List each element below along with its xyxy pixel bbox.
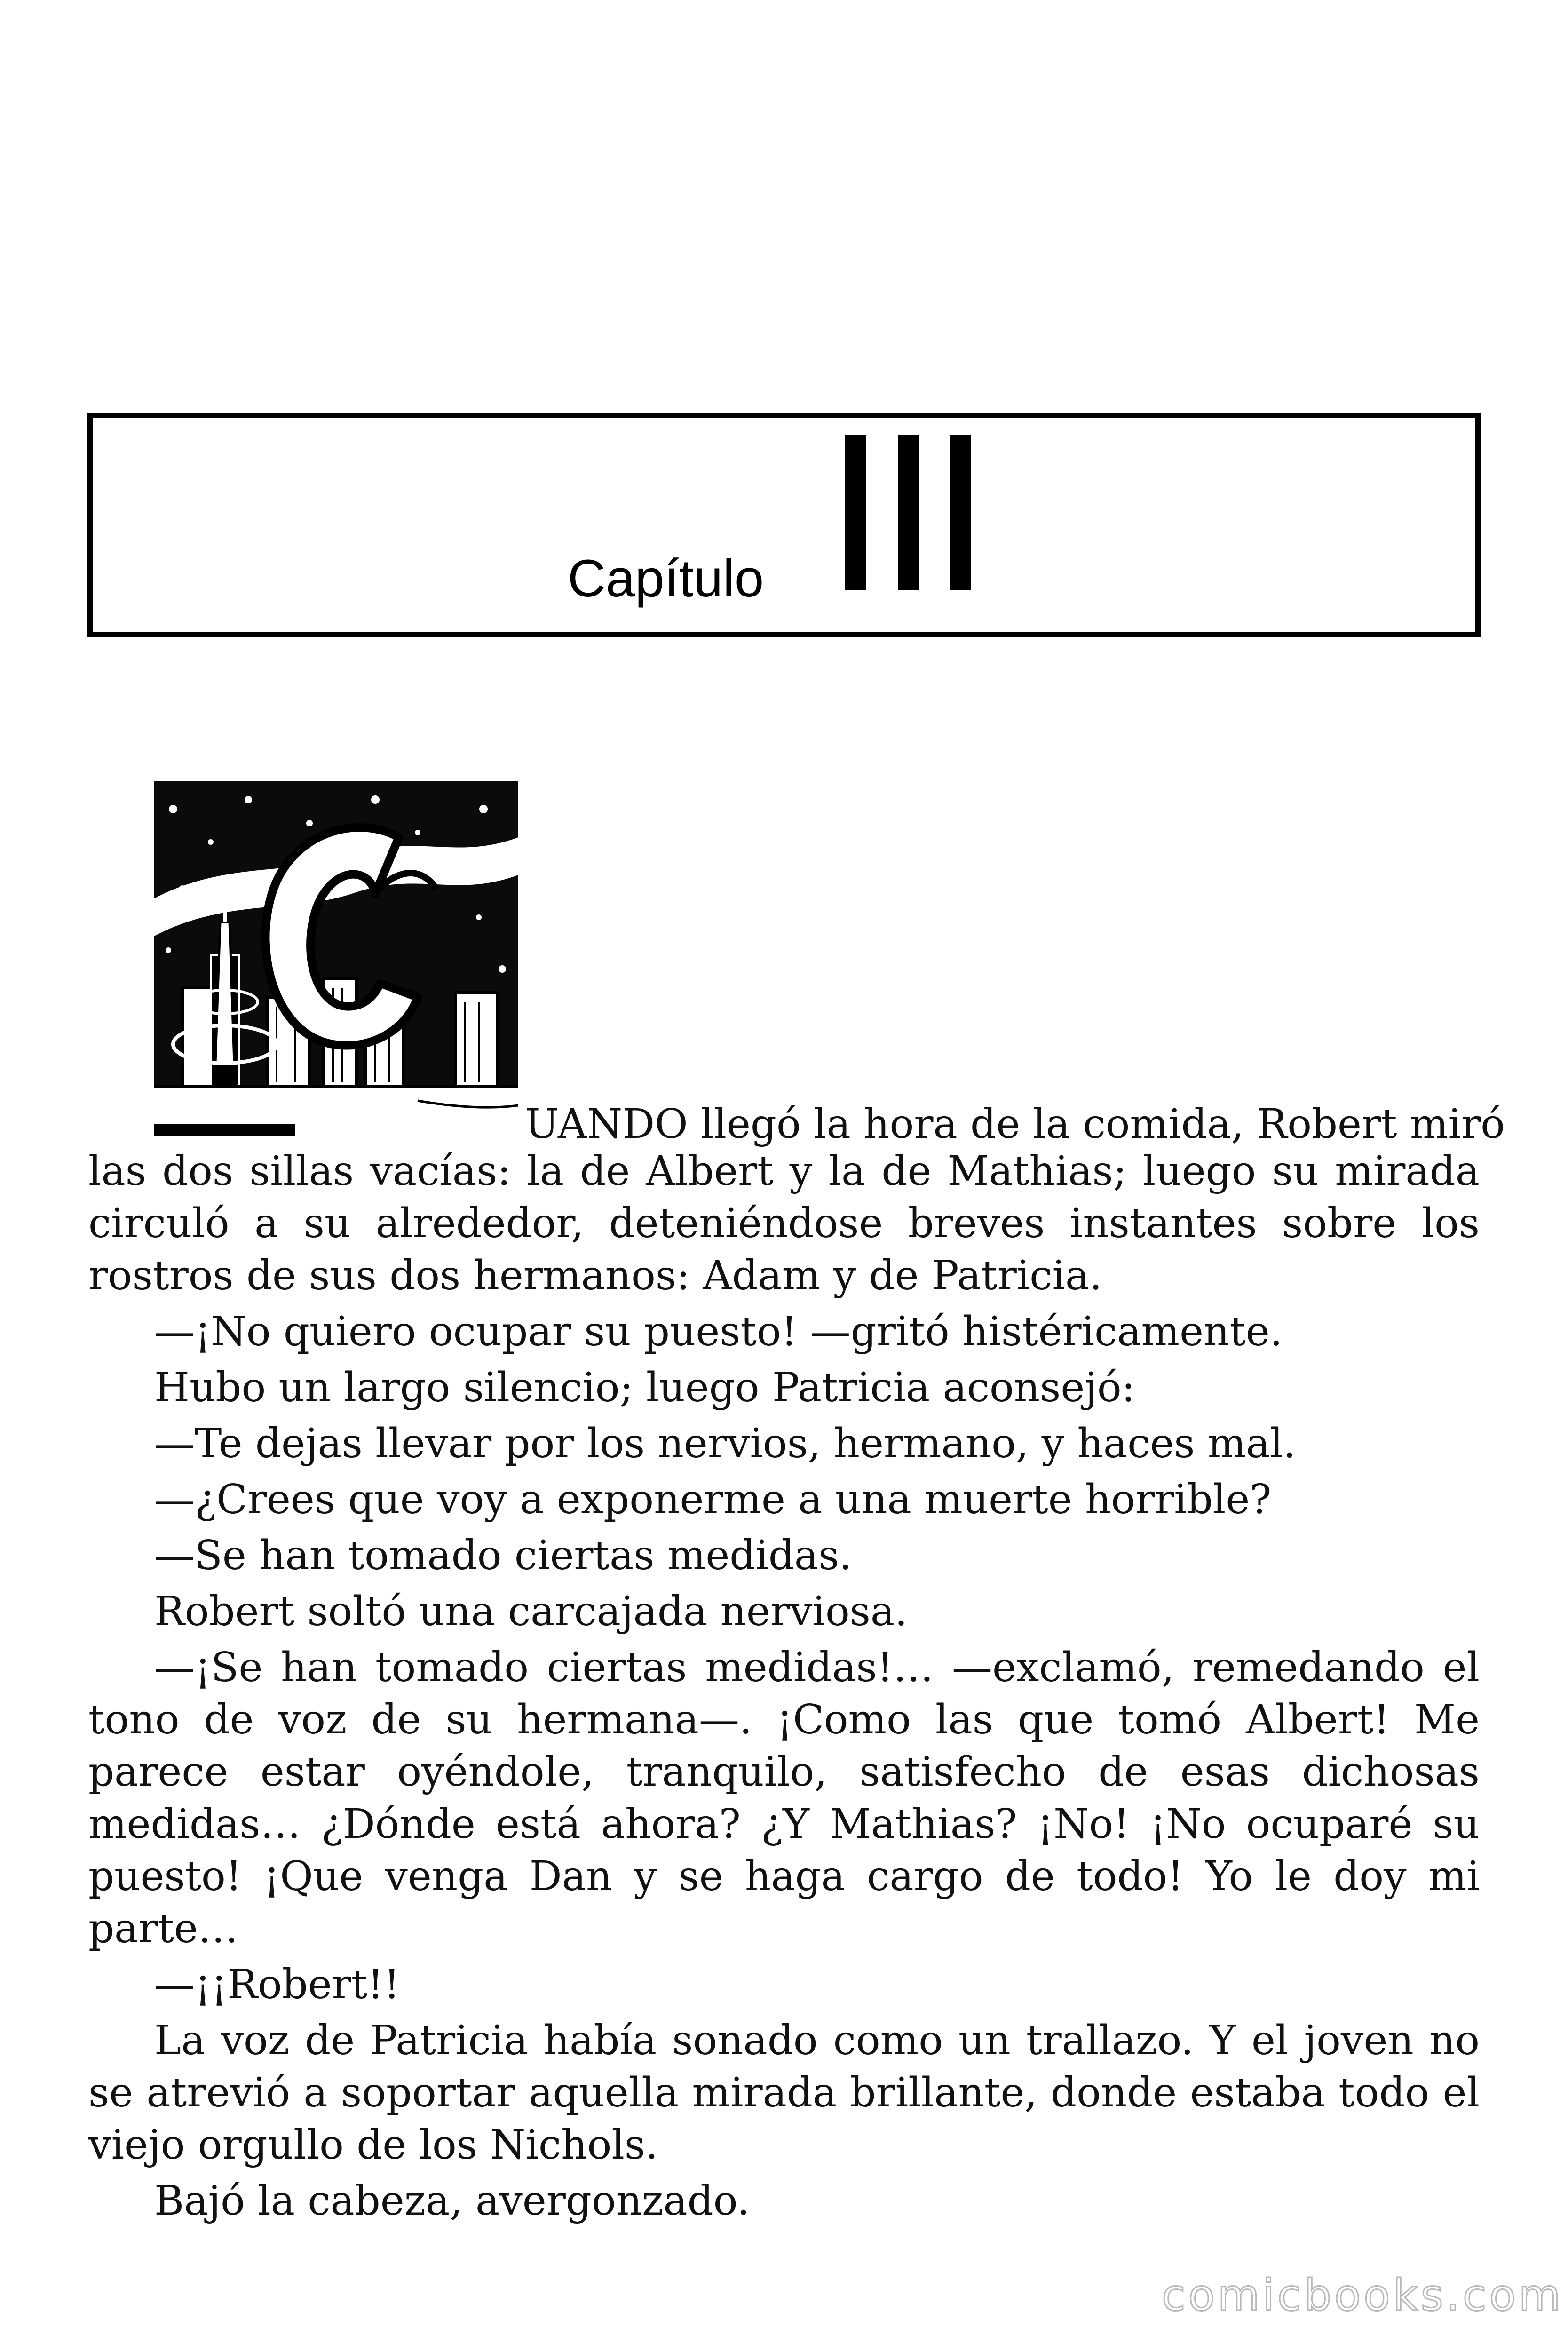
paragraph: Robert soltó una carcajada nerviosa. [154,1588,908,1635]
numeral-stroke [950,435,971,590]
paragraph: La voz de Patricia había sonado como un trallazo. Y el joven no se atrevió a soportar aquella mirada brillante, donde estaba todo el viejo orgullo de los Nichols. [88,2017,1480,2169]
chapter-heading-box [87,413,1481,637]
paragraph: —¡No quiero ocupar su puesto! —gritó histéricamente. [154,1308,1283,1355]
paragraph: Hubo un largo silencio; luego Patricia aconsejó: [154,1364,1135,1411]
opening-line: UANDO llegó la hora de la comida, Robert miró [525,1101,1505,1148]
paragraph: —¿Crees que voy a exponerme a una muerte horrible? [154,1476,1272,1523]
numeral-stroke [845,435,866,590]
body-text [88,1145,1480,2231]
decorated-initial-c-icon [154,781,518,1136]
watermark: comicbooks.com [1162,2270,1564,2320]
chapter-label: Capítulo [568,549,764,608]
numeral-stroke [898,435,919,590]
paragraph: —¡¡Robert!! [154,1961,400,2008]
paragraph: las dos sillas vacías: la de Albert y la de Mathias; luego su mirada circuló a su alrededor, deteniéndose breves instantes sobre los rostros de sus dos hermanos: Adam y de Patricia. [88,1148,1480,1299]
paragraph: —Te dejas llevar por los nervios, hermano, y haces mal. [154,1420,1296,1467]
chapter-numeral [845,435,971,590]
paragraph: —Se han tomado ciertas medidas. [154,1532,852,1579]
paragraph: Bajó la cabeza, avergonzado. [154,2177,750,2225]
paragraph: —¡Se han tomado ciertas medidas!… —exclamó, remedando el tono de voz de su hermana—. ¡Como las que tomó Albert! Me parece estar oyéndole, tranquilo, satisfecho de esas dichosas medidas… ¿Dónde está ahora? ¿Y Mathias? ¡No! ¡No ocuparé su puesto! ¡Que venga Dan y se haga cargo de todo! Yo le doy mi parte… [88,1644,1480,1952]
